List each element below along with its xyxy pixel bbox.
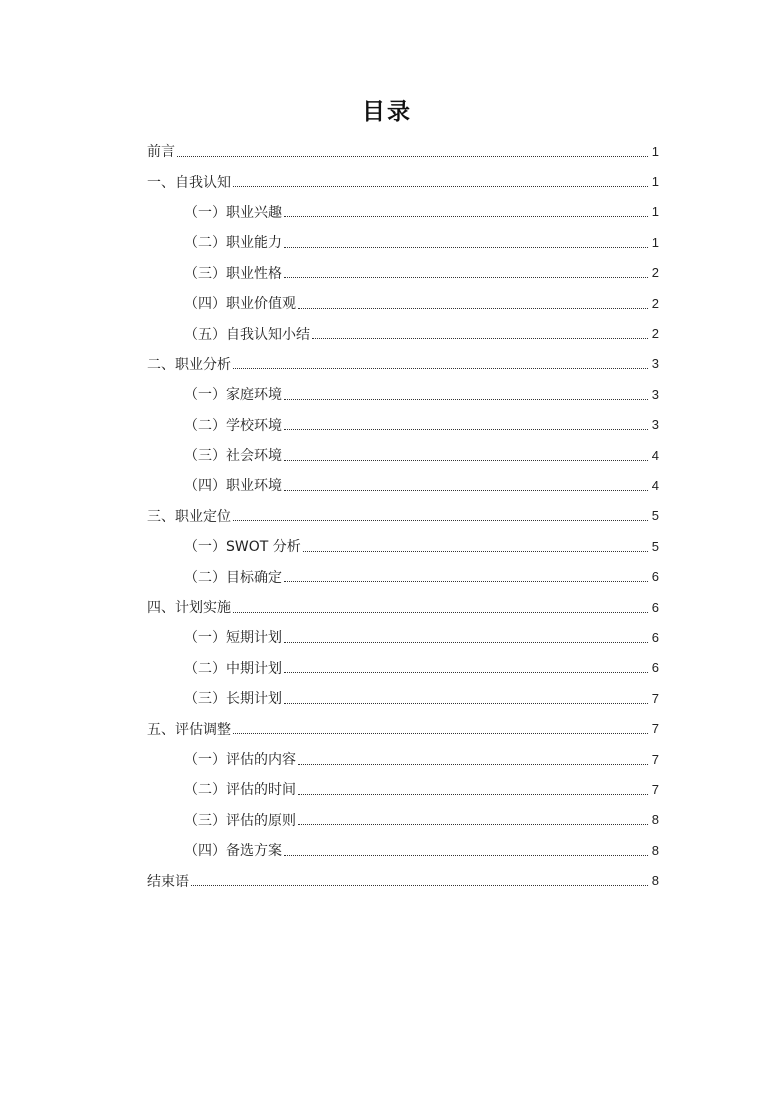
- toc-entry-label: 结束语: [147, 873, 189, 890]
- toc-page-number: 7: [651, 690, 659, 706]
- toc-entry[interactable]: [147, 713, 659, 743]
- toc-entry[interactable]: [147, 166, 659, 196]
- toc-dot-leader: [233, 186, 648, 187]
- toc-page-number: 7: [651, 781, 659, 797]
- toc-page-number: 8: [651, 812, 659, 828]
- toc-entry-label: 二、职业分析: [147, 356, 231, 373]
- toc-page-number: 8: [651, 873, 659, 889]
- toc-entry-label: 一、自我认知: [147, 174, 231, 191]
- toc-entry-label: （三）职业性格: [184, 265, 282, 282]
- toc-entry-label: （三）评估的原则: [184, 812, 296, 829]
- toc-entry-label: （三）长期计划: [184, 691, 282, 708]
- toc-page-number: 3: [651, 417, 659, 433]
- toc-entry[interactable]: [147, 805, 659, 835]
- toc-dot-leader: [284, 460, 648, 461]
- toc-entry[interactable]: [147, 531, 659, 561]
- toc-page-number: 4: [651, 447, 659, 463]
- toc-entry[interactable]: [147, 470, 659, 500]
- toc-entry-label: （四）职业环境: [184, 478, 282, 495]
- toc-dot-leader: [298, 824, 648, 825]
- toc-dot-leader: [303, 551, 648, 552]
- toc-dot-leader: [298, 764, 648, 765]
- toc-entry-label: （四）备选方案: [184, 843, 282, 860]
- toc-dot-leader: [284, 672, 648, 673]
- toc-dot-leader: [298, 308, 648, 309]
- toc-entry-label: （四）职业价值观: [184, 296, 296, 313]
- toc-page-number: 6: [651, 660, 659, 676]
- toc-entry[interactable]: [147, 561, 659, 591]
- toc-entry[interactable]: [147, 440, 659, 470]
- toc-entry[interactable]: [147, 197, 659, 227]
- toc-entry[interactable]: [147, 349, 659, 379]
- toc-page-number: 6: [651, 569, 659, 585]
- toc-entry[interactable]: [147, 683, 659, 713]
- toc-page-number: 1: [651, 143, 659, 159]
- toc-dot-leader: [284, 399, 648, 400]
- toc-entry-label: （五）自我认知小结: [184, 326, 310, 343]
- toc-entry[interactable]: [147, 288, 659, 318]
- toc-entry-label: （二）评估的时间: [184, 782, 296, 799]
- toc-dot-leader: [233, 520, 648, 521]
- toc-entry[interactable]: [147, 835, 659, 865]
- toc-page-number: 2: [651, 295, 659, 311]
- toc-entry[interactable]: [147, 653, 659, 683]
- toc-entry[interactable]: [147, 592, 659, 622]
- toc-dot-leader: [284, 642, 648, 643]
- toc-page-number: 5: [651, 508, 659, 524]
- toc-dot-leader: [284, 429, 648, 430]
- toc-entry-label: （一）家庭环境: [184, 387, 282, 404]
- toc-dot-leader: [312, 338, 648, 339]
- toc-entry[interactable]: [147, 865, 659, 895]
- toc-dot-leader: [284, 216, 648, 217]
- toc-entry[interactable]: [147, 774, 659, 804]
- toc-page-number: 8: [651, 842, 659, 858]
- toc-entry-label: （二）职业能力: [184, 235, 282, 252]
- toc-entry-label: （二）学校环境: [184, 417, 282, 434]
- toc-entry-label: （一）职业兴趣: [184, 204, 282, 221]
- toc-page-number: 5: [651, 538, 659, 554]
- table-of-contents: [147, 136, 659, 896]
- toc-entry[interactable]: [147, 136, 659, 166]
- toc-dot-leader: [284, 277, 648, 278]
- toc-entry-label: 三、职业定位: [147, 508, 231, 525]
- toc-entry-label: 五、评估调整: [147, 721, 231, 738]
- page-title: 目录: [362, 99, 412, 125]
- toc-page-number: 4: [651, 477, 659, 493]
- toc-page-number: 1: [651, 234, 659, 250]
- toc-dot-leader: [284, 703, 648, 704]
- toc-entry-label: （一）评估的内容: [184, 752, 296, 768]
- toc-page-number: 7: [651, 721, 659, 737]
- toc-entry-label: （二）中期计划: [184, 660, 282, 677]
- toc-dot-leader: [298, 794, 648, 795]
- toc-entry[interactable]: [147, 410, 659, 440]
- toc-dot-leader: [233, 368, 648, 369]
- toc-page-number: 3: [651, 386, 659, 402]
- toc-entry[interactable]: [147, 258, 659, 288]
- toc-page-number: 6: [651, 629, 659, 645]
- toc-entry-label: （一）SWOT 分析: [184, 539, 301, 556]
- toc-page-number: 3: [651, 356, 659, 372]
- toc-page-number: 7: [651, 751, 659, 767]
- toc-dot-leader: [284, 247, 648, 248]
- toc-entry-label: （二）目标确定: [184, 569, 282, 586]
- toc-dot-leader: [284, 490, 648, 491]
- toc-page-number: 2: [651, 265, 659, 281]
- toc-entry-label: 四、计划实施: [147, 600, 231, 617]
- toc-entry-label: （三）社会环境: [184, 448, 282, 465]
- toc-entry[interactable]: [147, 379, 659, 409]
- toc-page-number: 2: [651, 326, 659, 342]
- toc-dot-leader: [233, 733, 648, 734]
- toc-page-number: 1: [651, 204, 659, 220]
- toc-dot-leader: [191, 885, 648, 886]
- toc-entry[interactable]: [147, 318, 659, 348]
- toc-entry[interactable]: [147, 744, 659, 774]
- toc-entry-label: 前言: [147, 144, 175, 161]
- toc-page-number: 6: [651, 599, 659, 615]
- toc-entry[interactable]: [147, 622, 659, 652]
- toc-entry[interactable]: [147, 227, 659, 257]
- toc-dot-leader: [177, 156, 648, 157]
- toc-dot-leader: [284, 581, 648, 582]
- toc-entry-label: （一）短期计划: [184, 630, 282, 647]
- toc-entry[interactable]: [147, 501, 659, 531]
- toc-dot-leader: [233, 612, 648, 613]
- toc-page-number: 1: [651, 174, 659, 190]
- toc-dot-leader: [284, 855, 648, 856]
